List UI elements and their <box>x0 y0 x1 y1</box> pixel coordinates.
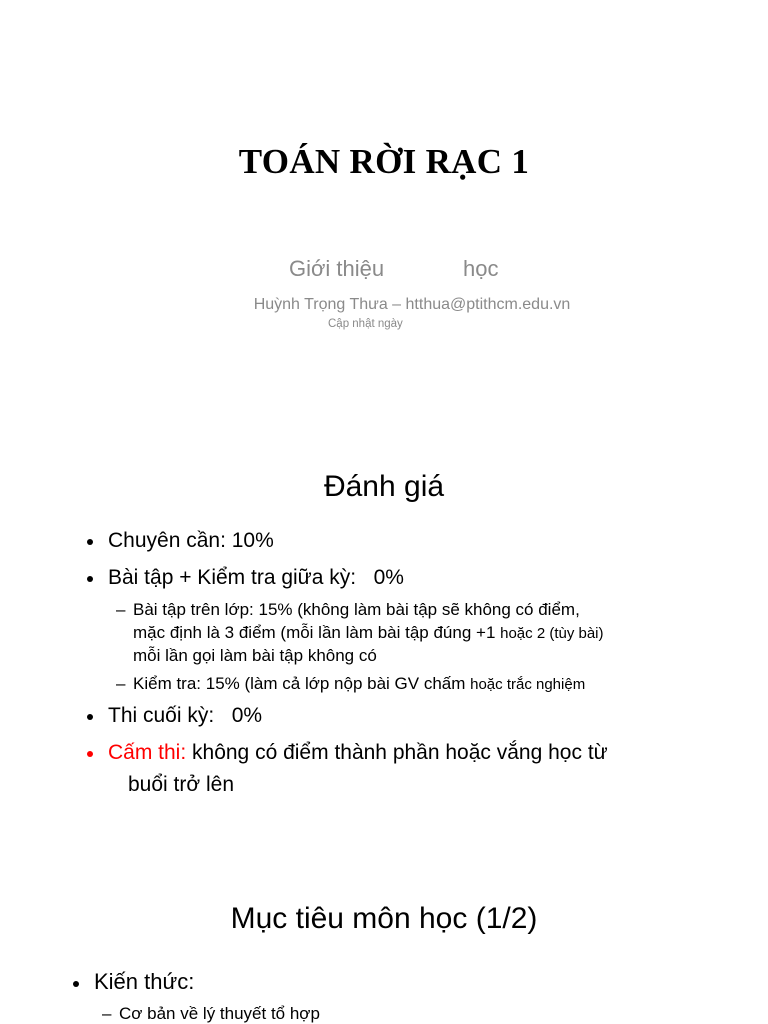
slide-subtitle-right: học <box>463 256 499 281</box>
sub-test-small: hoặc trắc nghiệm <box>470 676 586 693</box>
bullet-exam-ban <box>108 741 608 765</box>
bullet-attendance: Chuyên cần: 10% <box>108 529 274 552</box>
sub-homework-line3: mỗi lần gọi làm bài tập không có <box>133 646 377 665</box>
bullet-knowledge: Kiến thức: <box>94 969 195 994</box>
bullet-exam-ban-cont: buổi trở lên <box>128 773 234 796</box>
sub-test <box>133 674 585 695</box>
bullet-dot <box>73 981 79 987</box>
sub-test-main: Kiểm tra: 15% (làm cả lớp nộp bài GV chấm <box>133 674 471 693</box>
sub-dash: – <box>116 674 126 693</box>
bullet-dot <box>87 714 93 720</box>
bullet-final-exam: Thi cuối kỳ: 0% <box>108 704 263 727</box>
sub-homework-line2-main: mặc định là 3 điểm (mỗi lần làm bài tập đúng +1 <box>133 623 501 642</box>
author-line: Huỳnh Trọng Thưa – htthua@ptithcm.edu.vn <box>253 296 571 313</box>
section-heading-evaluation: Đánh giá <box>323 470 445 503</box>
slide-subtitle-left: Giới thiệu <box>289 256 385 281</box>
sub-combinatorics: Cơ bản về lý thuyết tổ hợp <box>119 1004 320 1023</box>
sub-homework-line1: Bài tập trên lớp: 15% (không làm bài tập sẽ không có điểm, <box>133 600 580 619</box>
slide-title: TOÁN RỜI RẠC 1 <box>238 142 530 181</box>
sub-dash: – <box>116 600 126 619</box>
bullet-dot <box>87 539 93 545</box>
bullet-dot-red <box>87 751 93 757</box>
sub-dash: – <box>102 1004 112 1023</box>
bullet-dot <box>87 576 93 582</box>
sub-homework-line2 <box>133 623 604 644</box>
updated-date-label: Cập nhật ngày <box>328 318 403 330</box>
sub-homework-line2-small: hoặc 2 (tùy bài) <box>500 625 604 642</box>
section-heading-objectives: Mục tiêu môn học (1/2) <box>230 902 538 935</box>
exam-ban-text: không có điểm thành phần hoặc vắng học từ <box>186 741 608 764</box>
bullet-homework-midterm: Bài tập + Kiểm tra giữa kỳ: 0% <box>108 566 404 589</box>
exam-ban-label: Cấm thi: <box>108 741 187 764</box>
